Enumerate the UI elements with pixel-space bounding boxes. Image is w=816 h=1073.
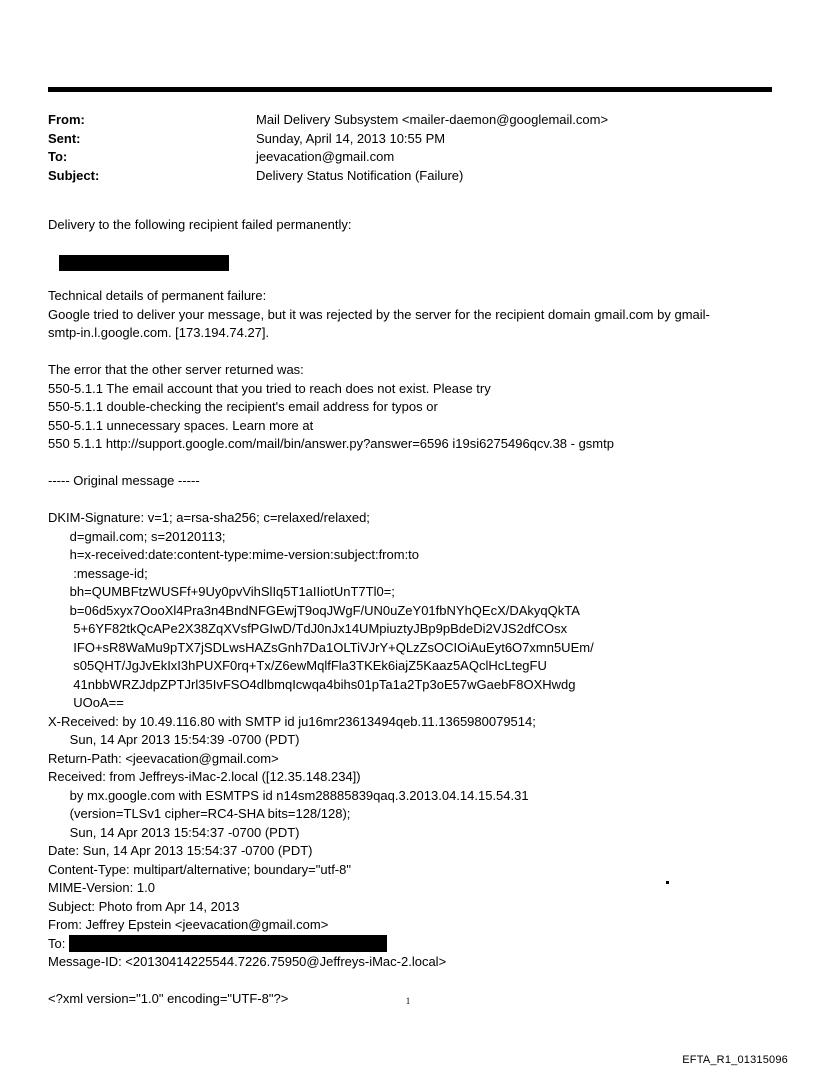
error-line: 550-5.1.1 double-checking the recipient's email address for typos or [48, 399, 438, 414]
header-line: Content-Type: multipart/alternative; boundary="utf-8" [48, 861, 351, 877]
to-line [48, 935, 778, 954]
header-line: Date: Sun, 14 Apr 2013 15:54:37 -0700 (PDT) [48, 843, 313, 858]
to-value: jeevacation@gmail.com [256, 149, 395, 164]
header-line: h=x-received:date:content-type:mime-version:subject:from:to [48, 547, 420, 562]
to-line-label: To: [48, 935, 66, 951]
email-header [48, 111, 748, 185]
stray-mark [666, 881, 669, 884]
error-line: 550 5.1.1 http://support.google.com/mail/bin/answer.py?answer=6596 i19si6275496qcv.38 - gsmtp [48, 436, 614, 451]
document-id: EFTA_R1_01315096 [682, 1054, 788, 1066]
header-line: (version=TLSv1 cipher=RC4-SHA bits=128/128); [48, 806, 351, 821]
from-row [48, 111, 748, 130]
message-id-line: Message-ID: <20130414225544.7226.75950@Jeffreys-iMac-2.local> [48, 954, 447, 969]
header-line: From: Jeffrey Epstein <jeevacation@gmail.com> [48, 917, 329, 932]
header-line: X-Received: by 10.49.116.80 with SMTP id ju16mr23613494qeb.11.1365980079514; [48, 713, 536, 729]
header-rule [48, 87, 772, 92]
tech-line: Google tried to deliver your message, but it was rejected by the server for the recipient domain gmail.com by gmail- [48, 306, 710, 322]
header-line: b=06d5xyx7OooXl4Pra3n4BndNFGEwjT9oqJWgF/UN0uZeY01fbNYhQEcX/DAkyqQkTA [48, 602, 580, 618]
header-line: Received: from Jeffreys-iMac-2.local ([12.35.148.234]) [48, 769, 361, 784]
intro-text: Delivery to the following recipient failed permanently: [48, 217, 352, 232]
subject-value: Delivery Status Notification (Failure) [256, 167, 464, 183]
header-line: IFO+sR8WaMu9pTX7jSDLwsHAZsGnh7Da1OLTiVJrY+QLzZsOCIOiAuEyt6O7xmn5UEm/ [48, 639, 594, 655]
header-line: Sun, 14 Apr 2013 15:54:39 -0700 (PDT) [48, 732, 300, 747]
redaction-bar [69, 935, 387, 952]
header-line: DKIM-Signature: v=1; a=rsa-sha256; c=relaxed/relaxed; [48, 510, 370, 525]
subject-row [48, 167, 748, 186]
to-label: To: [48, 149, 68, 164]
error-line: 550-5.1.1 The email account that you tried to reach does not exist. Please try [48, 380, 491, 396]
error-title: The error that the other server returned was: [48, 362, 304, 377]
header-line: d=gmail.com; s=20120113; [48, 528, 226, 544]
header-line: :message-id; [48, 565, 148, 581]
redaction-bar [59, 255, 229, 271]
sent-value: Sunday, April 14, 2013 10:55 PM [256, 130, 446, 146]
email-body [48, 216, 778, 1009]
header-line: 5+6YF82tkQcAPe2X38ZqXVsfPGIwD/TdJ0nJx14UMpiuztyJBp9pBdeDi2VJS2dfCOsx [48, 621, 568, 636]
header-line: Sun, 14 Apr 2013 15:54:37 -0700 (PDT) [48, 824, 300, 840]
header-line: by mx.google.com with ESMTPS id n14sm28885839qaq.3.2013.04.14.15.54.31 [48, 787, 529, 803]
header-line: bh=QUMBFtzWUSFf+9Uy0pvVihSlIq5T1aIIiotUnT7Tl0=; [48, 584, 395, 599]
header-line: s05QHT/JgJvEkIxI3hPUXF0rq+Tx/Z6ewMqlfFla3TKEk6iajZ5Kaaz5AQclHcLtegFU [48, 658, 547, 673]
header-line: Subject: Photo from Apr 14, 2013 [48, 898, 240, 914]
from-label: From: [48, 112, 85, 127]
xml-declaration: <?xml version="1.0" encoding="UTF-8"?> [48, 991, 289, 1006]
header-line: MIME-Version: 1.0 [48, 880, 155, 895]
header-line: Return-Path: <jeevacation@gmail.com> [48, 750, 279, 766]
header-line: 41nbbWRZJdpZPTJrl35IvFSO4dlbmqIcwqa4bihs01pTa1a2Tp3oE57wGaebF8OXHwdg [48, 676, 576, 692]
subject-label: Subject: [48, 167, 100, 183]
tech-line: smtp-in.l.google.com. [173.194.74.27]. [48, 325, 270, 340]
page-number: 1 [405, 996, 411, 1006]
to-row [48, 148, 748, 167]
sent-label: Sent: [48, 130, 81, 146]
header-line: UOoA== [48, 695, 124, 710]
tech-title: Technical details of permanent failure: [48, 288, 267, 303]
sent-row [48, 130, 748, 149]
from-value: Mail Delivery Subsystem <mailer-daemon@googlemail.com> [256, 112, 609, 127]
original-message-marker: ----- Original message ----- [48, 473, 200, 488]
error-line: 550-5.1.1 unnecessary spaces. Learn more at [48, 417, 314, 433]
